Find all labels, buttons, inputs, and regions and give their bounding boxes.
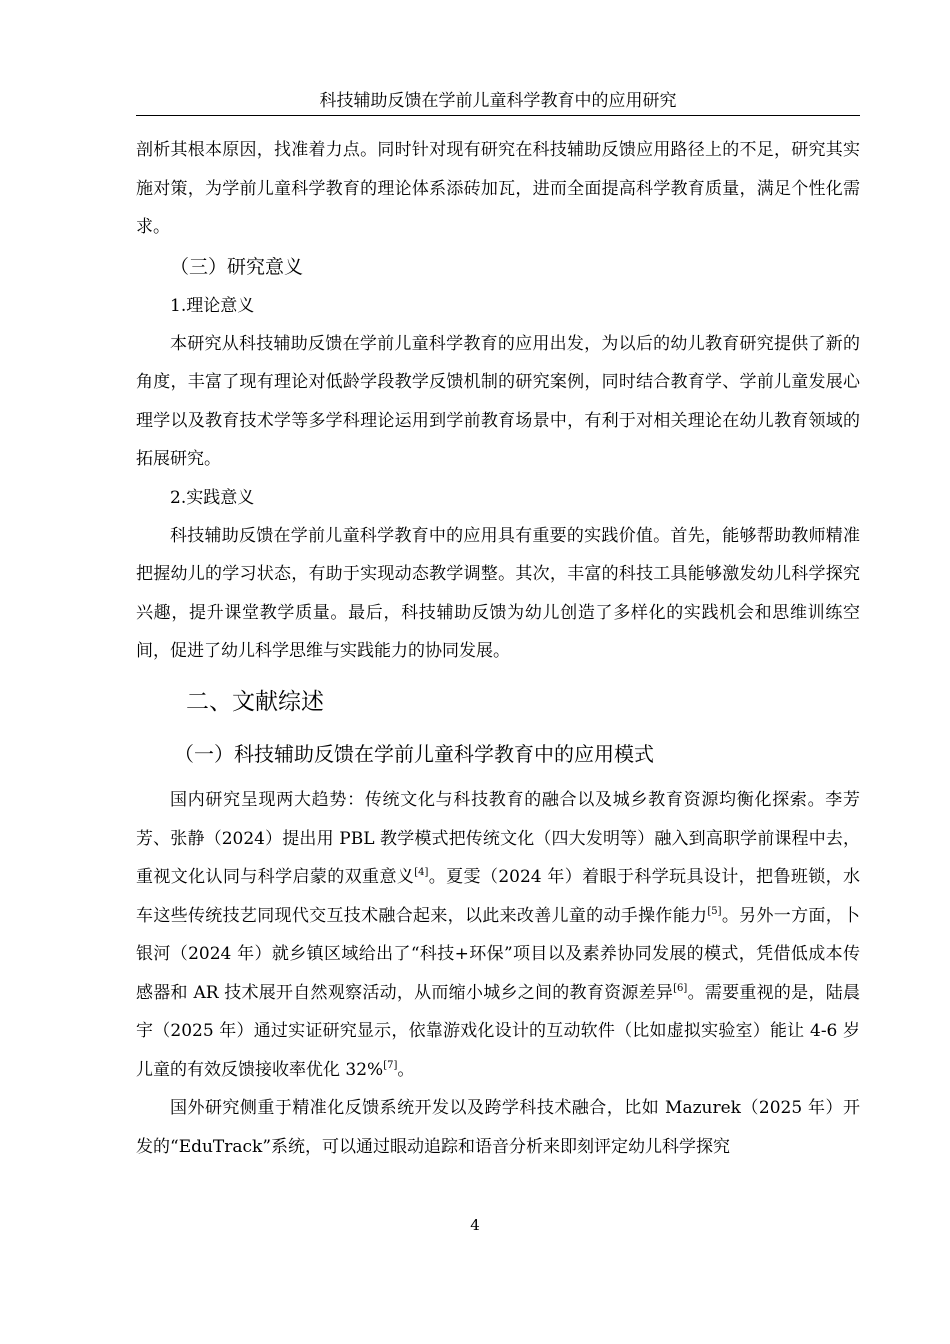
para-text: 。夏雯（2024 年）着眼于科学玩具设计，把鲁班锁，水车这些传统技艺同现代交互技术融合起来，以此来改善儿童的动手操作能力	[136, 867, 860, 926]
citation-ref: [7]	[383, 1059, 398, 1071]
citation-ref: [6]	[673, 982, 688, 994]
practice-paragraph: 科技辅助反馈在学前儿童科学教育中的应用具有重要的实践价值。首先，能够帮助教师精准把握幼儿的学习状态，有助于实现动态教学调整。其次，丰富的科技工具能够激发幼儿科学探究兴趣，提升课堂教学质量。最后，科技辅助反馈为幼儿创造了多样化的实践机会和思维训练空间，促进了幼儿科学思维与实践能力的协同发展。	[136, 525, 860, 661]
body-section-lower	[136, 781, 860, 1166]
section-heading-application-modes: （一）科技辅助反馈在学前儿童科学教育中的应用模式	[174, 742, 654, 766]
para-text: 。另外一方面，卜银河（2024 年）就乡镇区域给出了“科技+环保”项目以及素养协同发展的模式，凭借低成本传感器和 AR 技术展开自然观察活动，从而缩小城乡之间的教育资源差异	[136, 905, 861, 1003]
subheading-theory: 1.理论意义	[170, 295, 255, 316]
theory-paragraph: 本研究从科技辅助反馈在学前儿童科学教育的应用出发，为以后的幼儿教育研究提供了新的角度，丰富了现有理论对低龄学段教学反馈机制的研究案例，同时结合教育学、学前儿童发展心理学以及教育技术学等多学科理论运用到学前教育场景中，有利于对相关理论在幼儿教育领域的拓展研究。	[136, 333, 860, 469]
citation-ref: [4]	[414, 867, 429, 878]
para-text: 国内研究呈现两大趋势：传统文化与科技教育的融合以及城乡教育资源均衡化探索。李芳芳、张静（2024）提出用 PBL 教学模式把传统文化（四大发明等）融入到高职学前课程中去，重视文化认同与科学启蒙的双重意义	[136, 790, 860, 887]
para-text: 。	[397, 1059, 415, 1080]
chapter-heading-literature-review: 二、文献综述	[186, 689, 324, 715]
foreign-research-paragraph: 国外研究侧重于精准化反馈系统开发以及跨学科技术融合，比如 Mazurek（2025 年）开发的“EduTrack”系统，可以通过眼动追踪和语音分析来即刻评定幼儿科学探究	[136, 1098, 860, 1157]
page-number: 4	[470, 1216, 480, 1234]
subheading-practice: 2.实践意义	[170, 487, 255, 508]
body-section-upper	[136, 131, 860, 671]
section-heading-research-significance: （三）研究意义	[170, 255, 304, 278]
intro-paragraph: 剖析其根本原因，找准着力点。同时针对现有研究在科技辅助反馈应用路径上的不足，研究其实施对策，为学前儿童科学教育的理论体系添砖加瓦，进而全面提高科学教育质量，满足个性化需求。	[136, 140, 860, 237]
domestic-research-paragraph	[136, 781, 860, 1089]
citation-ref: [5]	[707, 905, 722, 917]
page-header: 科技辅助反馈在学前儿童科学教育中的应用研究	[136, 88, 860, 116]
para-text: 。需要重视的是，陆晨宇（2025 年）通过实证研究显示，依靠游戏化设计的互动软件（比如虚拟实验室）能让 4-6 岁儿童的有效反馈接收率优化 32%	[136, 982, 860, 1080]
